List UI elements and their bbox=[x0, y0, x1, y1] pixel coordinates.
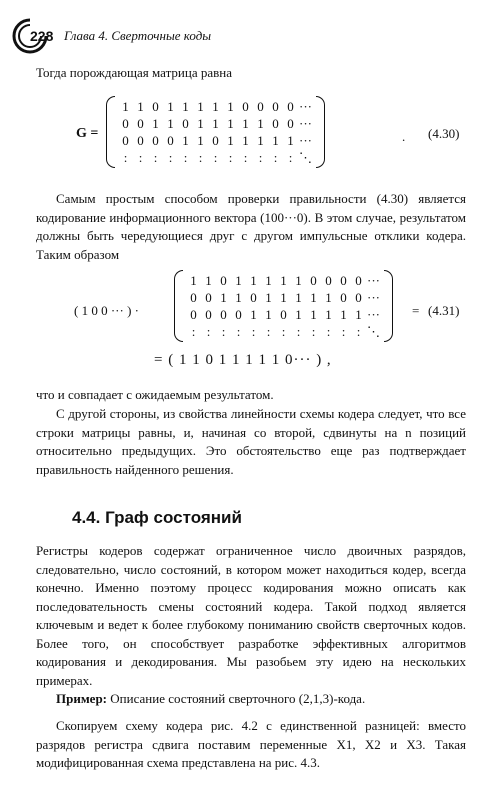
matrix-cell: : bbox=[213, 149, 218, 165]
matrix-cell: 1 bbox=[235, 289, 242, 305]
matrix-row bbox=[118, 98, 313, 115]
matrix-cell: ··· bbox=[299, 115, 312, 131]
matrix-cell: 1 bbox=[250, 306, 257, 322]
matrix-cell: 0 bbox=[152, 98, 159, 114]
matrix-row bbox=[118, 132, 313, 149]
section-title: Граф состояний bbox=[105, 508, 242, 527]
example-text: Описание состояний сверточного (2,1,3)-кода. bbox=[110, 691, 366, 706]
matrix-cell: 1 bbox=[227, 98, 234, 114]
matrix-cell: 0 bbox=[287, 115, 294, 131]
matrix-cell: 1 bbox=[265, 306, 272, 322]
matrix-cell: 0 bbox=[250, 289, 257, 305]
matrix-cell: : bbox=[281, 323, 286, 339]
matrix-g bbox=[106, 96, 325, 168]
matrix-cell: 1 bbox=[152, 115, 159, 131]
page-number: 228 bbox=[30, 28, 54, 44]
matrix-cell: 0 bbox=[355, 289, 362, 305]
matrix-cell: 0 bbox=[325, 272, 332, 288]
matrix-cell: : bbox=[273, 149, 278, 165]
matrix-cell: ··· bbox=[299, 98, 312, 114]
right-paren bbox=[384, 270, 393, 342]
matrix-cell: : bbox=[266, 323, 271, 339]
paragraph-check: Самым простым способом проверки правильности (4.30) является кодирование информационного вектора (100···0). В этом случае, результатом должны быть чередующиеся друг с другом импульсные отклики кодера. Таким образом bbox=[36, 191, 466, 262]
section-number: 4.4. bbox=[72, 508, 101, 527]
matrix-cell: 0 bbox=[272, 115, 279, 131]
matrix-cell: : bbox=[356, 323, 361, 339]
matrix-row bbox=[118, 149, 313, 166]
matrix-cell: ··· bbox=[367, 289, 380, 305]
matrix-cell: : bbox=[326, 323, 331, 339]
intro-line: Тогда порождающая матрица равна bbox=[36, 65, 232, 80]
matrix-cell: 1 bbox=[182, 132, 189, 148]
matrix-cell: : bbox=[236, 323, 241, 339]
matrix-cell: 1 bbox=[190, 272, 197, 288]
section-heading bbox=[72, 508, 242, 528]
matrix-cell: : bbox=[138, 149, 143, 165]
matrix-cell: 0 bbox=[205, 306, 212, 322]
matrix-cell: 1 bbox=[235, 272, 242, 288]
matrix-row bbox=[186, 289, 381, 306]
matrix-g-repeat bbox=[174, 270, 393, 342]
matrix-cell: 1 bbox=[265, 272, 272, 288]
matrix-cell: 1 bbox=[355, 306, 362, 322]
matrix-cell: 1 bbox=[295, 272, 302, 288]
matrix-cell: 1 bbox=[182, 98, 189, 114]
matrix-cell: 0 bbox=[137, 132, 144, 148]
matrix-cell: 1 bbox=[325, 306, 332, 322]
matrix-cell: 1 bbox=[212, 115, 219, 131]
matrix-cell: 1 bbox=[122, 98, 129, 114]
matrix-cell: 0 bbox=[242, 98, 249, 114]
matrix-cell: : bbox=[183, 149, 188, 165]
matrix-cell: 1 bbox=[295, 289, 302, 305]
matrix-cell: : bbox=[243, 149, 248, 165]
matrix-cell: 0 bbox=[122, 115, 129, 131]
equation-number-431: (4.31) bbox=[428, 303, 460, 318]
matrix-cell: ··· bbox=[367, 272, 380, 288]
matrix-cell: 0 bbox=[190, 289, 197, 305]
matrix-cell: 0 bbox=[235, 306, 242, 322]
matrix-cell: 1 bbox=[280, 272, 287, 288]
matrix-cell: 0 bbox=[310, 272, 317, 288]
matrix-cell: 0 bbox=[355, 272, 362, 288]
matrix-cell: 1 bbox=[340, 306, 347, 322]
matrix-cell: 1 bbox=[205, 272, 212, 288]
matrix-label-g: G = bbox=[76, 126, 99, 141]
matrix-cell: : bbox=[311, 323, 316, 339]
example-line bbox=[56, 690, 365, 709]
matrix-row bbox=[186, 272, 381, 289]
equation-number-430: (4.30) bbox=[428, 126, 460, 141]
matrix-cell: 0 bbox=[205, 289, 212, 305]
matrix-cell: 0 bbox=[340, 272, 347, 288]
matrix-cell: : bbox=[228, 149, 233, 165]
matrix-cell: : bbox=[168, 149, 173, 165]
matrix-cell: : bbox=[341, 323, 346, 339]
matrix-cell: 0 bbox=[257, 98, 264, 114]
matrix-cell: 1 bbox=[167, 98, 174, 114]
matrix-cell: 1 bbox=[242, 132, 249, 148]
matrix-cell: ⋱ bbox=[367, 323, 380, 339]
matrix-cell: 0 bbox=[182, 115, 189, 131]
matrix-cell: 1 bbox=[265, 289, 272, 305]
matrix-cell: : bbox=[206, 323, 211, 339]
result-vector: = ( 1 1 0 1 1 1 1 1 0··· ) , bbox=[154, 352, 332, 368]
matrix-cell: 1 bbox=[212, 98, 219, 114]
matrix-cell: : bbox=[258, 149, 263, 165]
conclusion-line: что и совпадает с ожидаемым результатом. bbox=[36, 387, 274, 402]
matrix-cell: 1 bbox=[227, 115, 234, 131]
paragraph-state-graph: Регистры кодеров содержат ограниченное число двоичных разрядов, следовательно, число состояний, в котором может находиться кодер, всегда конечно. Именно поэтому процесс кодирования можно описать как последовательность смены состояний кодера. Такой подход является ключевым и ведет к более глубокому пониманию свойств сверточных кодов. Более того, он способствует разработке эффективных алгоритмов кодирования и декодирования. Мы разобьем эту идею на нескольких примерах. bbox=[36, 543, 466, 688]
matrix-cell: ⋱ bbox=[299, 149, 312, 165]
matrix-cell: 0 bbox=[280, 306, 287, 322]
matrix-cell: 0 bbox=[212, 132, 219, 148]
matrix-cell: : bbox=[296, 323, 301, 339]
matrix-cell: 1 bbox=[295, 306, 302, 322]
matrix-cell: : bbox=[288, 149, 293, 165]
example-label: Пример: bbox=[56, 691, 108, 706]
matrix-cell: 0 bbox=[287, 98, 294, 114]
matrix-cell: ··· bbox=[367, 306, 380, 322]
matrix-row bbox=[118, 115, 313, 132]
eq-trail: . bbox=[402, 129, 406, 144]
matrix-cell: 0 bbox=[152, 132, 159, 148]
matrix-cell: 0 bbox=[220, 306, 227, 322]
matrix-cell: 0 bbox=[122, 132, 129, 148]
matrix-cell: 1 bbox=[197, 132, 204, 148]
matrix-cell: 1 bbox=[220, 289, 227, 305]
matrix-cell: : bbox=[191, 323, 196, 339]
matrix-cell: 1 bbox=[272, 132, 279, 148]
info-vector: ( 1 0 0 ··· ) · bbox=[74, 303, 139, 318]
paragraph-linearity: С другой стороны, из свойства линейности схемы кодера следует, что все строки матрицы равны, и, начиная со второй, сдвинуты на n позиций относительно предыдущих. Это обстоятельство еще раз подтверждает правильность найденного решения. bbox=[36, 406, 466, 477]
matrix-cell: : bbox=[198, 149, 203, 165]
matrix-cell: 0 bbox=[167, 132, 174, 148]
matrix-cell: 0 bbox=[220, 272, 227, 288]
matrix-row bbox=[186, 306, 381, 323]
matrix-cell: 1 bbox=[280, 289, 287, 305]
paragraph-copy-scheme: Скопируем схему кодера рис. 4.2 с единственной разницей: вместо разрядов регистра сдвига поставим переменные X1, X2 и X3. Такая модифицированная схема представлена на рис. 4.3. bbox=[36, 718, 466, 770]
matrix-cell: 1 bbox=[242, 115, 249, 131]
matrix-cell: 1 bbox=[310, 306, 317, 322]
matrix-row bbox=[186, 323, 381, 340]
matrix-cell: 1 bbox=[257, 132, 264, 148]
equals-sign: = bbox=[412, 303, 420, 318]
matrix-cell: : bbox=[251, 323, 256, 339]
matrix-cell: 0 bbox=[272, 98, 279, 114]
matrix-cell: 1 bbox=[250, 272, 257, 288]
matrix-cell: 1 bbox=[227, 132, 234, 148]
matrix-cell: : bbox=[123, 149, 128, 165]
matrix-cell: 1 bbox=[257, 115, 264, 131]
matrix-cell: 1 bbox=[197, 98, 204, 114]
matrix-cell: ··· bbox=[299, 132, 312, 148]
matrix-cell: 0 bbox=[340, 289, 347, 305]
matrix-cell: 1 bbox=[310, 289, 317, 305]
running-header: Глава 4. Сверточные коды bbox=[64, 28, 212, 43]
right-paren bbox=[316, 96, 325, 168]
matrix-cell: : bbox=[153, 149, 158, 165]
matrix-cell: 1 bbox=[325, 289, 332, 305]
matrix-cell: : bbox=[221, 323, 226, 339]
matrix-cell: 1 bbox=[287, 132, 294, 148]
matrix-cell: 1 bbox=[197, 115, 204, 131]
left-paren bbox=[106, 96, 115, 168]
matrix-cell: 1 bbox=[167, 115, 174, 131]
matrix-cell: 0 bbox=[190, 306, 197, 322]
left-paren bbox=[174, 270, 183, 342]
matrix-cell: 0 bbox=[137, 115, 144, 131]
matrix-cell: 1 bbox=[137, 98, 144, 114]
